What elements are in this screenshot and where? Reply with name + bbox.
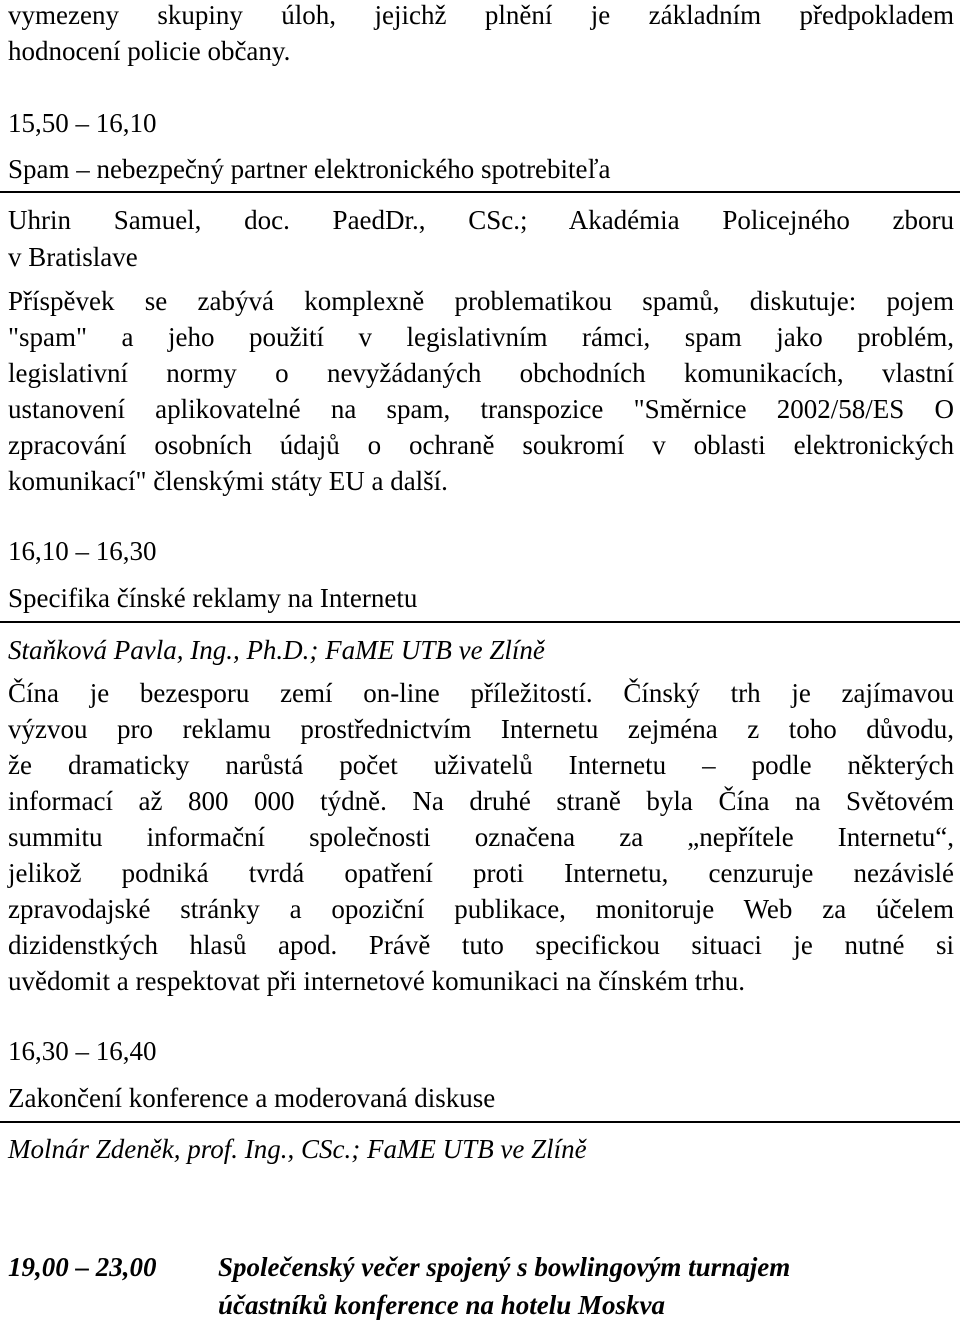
abstract-text: komunikací" členskými státy EU a další. [8,466,448,496]
abstract-text: Příspěvek se zabývá komplexně problematikou spamů, diskutuje: pojem [8,286,954,316]
session-title: Spam – nebezpečný partner elektronického spotrebiteľa [8,154,611,184]
abstract-text: Čína je bezesporu zemí on-line příležitostí. Čínský trh je zajímavou [8,678,954,708]
abstract-text: informací až 800 000 týdně. Na druhé straně byla Čína na Světovém [8,786,954,816]
abstract-line [8,788,954,815]
abstract-text: zpracování osobních údajů o ochraně soukromí v oblasti elektronických [8,430,954,460]
abstract-text: summitu informační společnosti označena za „nepřítele Internetu“, [8,822,954,852]
session-time: 16,30 – 16,40 [8,1036,157,1066]
intro-line [8,38,290,65]
abstract-line [8,932,954,959]
session-author: Molnár Zdeněk, prof. Ing., CSc.; FaME UTB ve Zlíně [8,1134,587,1164]
session-time: 15,50 – 16,10 [8,108,157,138]
title-divider [0,1121,960,1123]
abstract-text: ustanovení aplikovatelné na spam, transpozice "Směrnice 2002/58/ES O [8,394,954,424]
abstract-line [8,968,745,995]
author-text: v Bratislave [8,242,138,272]
intro-line [8,2,954,29]
title-divider [0,621,960,623]
abstract-text: výzvou pro reklamu prostřednictvím Internetu zejména z toho důvodu, [8,714,954,744]
evening-description: Společenský večer spojený s bowlingovým turnajem [218,1252,791,1282]
intro-text: vymezeny skupiny úloh, jejichž plnění je základním předpokladem [8,0,954,30]
abstract-line [8,396,954,423]
abstract-line [8,896,954,923]
evening-description: účastníků konference na hotelu Moskva [218,1290,666,1320]
intro-text: hodnocení policie občany. [8,36,291,66]
abstract-line [8,752,954,779]
author-text: Uhrin Samuel, doc. PaedDr., CSc.; Akadémia Policejného zboru [8,205,954,235]
abstract-text: "spam" a jeho použití v legislativním rámci, spam jako problém, [8,322,954,352]
session-author: Staňková Pavla, Ing., Ph.D.; FaME UTB ve Zlíně [8,635,545,665]
abstract-line [8,824,954,851]
evening-time: 19,00 – 23,00 [8,1252,157,1282]
abstract-line [8,680,954,707]
abstract-text: že dramaticky narůstá počet uživatelů Internetu – podle některých [8,750,954,780]
session-title: Specifika čínské reklamy na Internetu [8,583,418,613]
abstract-line [8,860,954,887]
abstract-line [8,288,954,315]
abstract-line [8,716,954,743]
abstract-line [8,360,954,387]
abstract-text: jelikož podniká tvrdá opatření proti Internetu, cenzuruje nezávislé [8,858,954,888]
abstract-text: legislativní normy o nevyžádaných obchodních komunikacích, vlastní [8,358,954,388]
abstract-line [8,432,954,459]
session-author [8,207,954,234]
abstract-text: zpravodajské stránky a opoziční publikace, monitoruje Web za účelem [8,894,954,924]
abstract-line [8,468,448,495]
abstract-line [8,324,954,351]
abstract-text: uvědomit a respektovat při internetové komunikaci na čínském trhu. [8,966,746,996]
session-time: 16,10 – 16,30 [8,536,157,566]
session-title: Zakončení konference a moderovaná diskuse [8,1083,496,1113]
abstract-text: dizidenstkých hlasů apod. Právě tuto specifickou situaci je nutné si [8,930,954,960]
session-author [8,244,138,271]
title-divider [0,191,960,193]
